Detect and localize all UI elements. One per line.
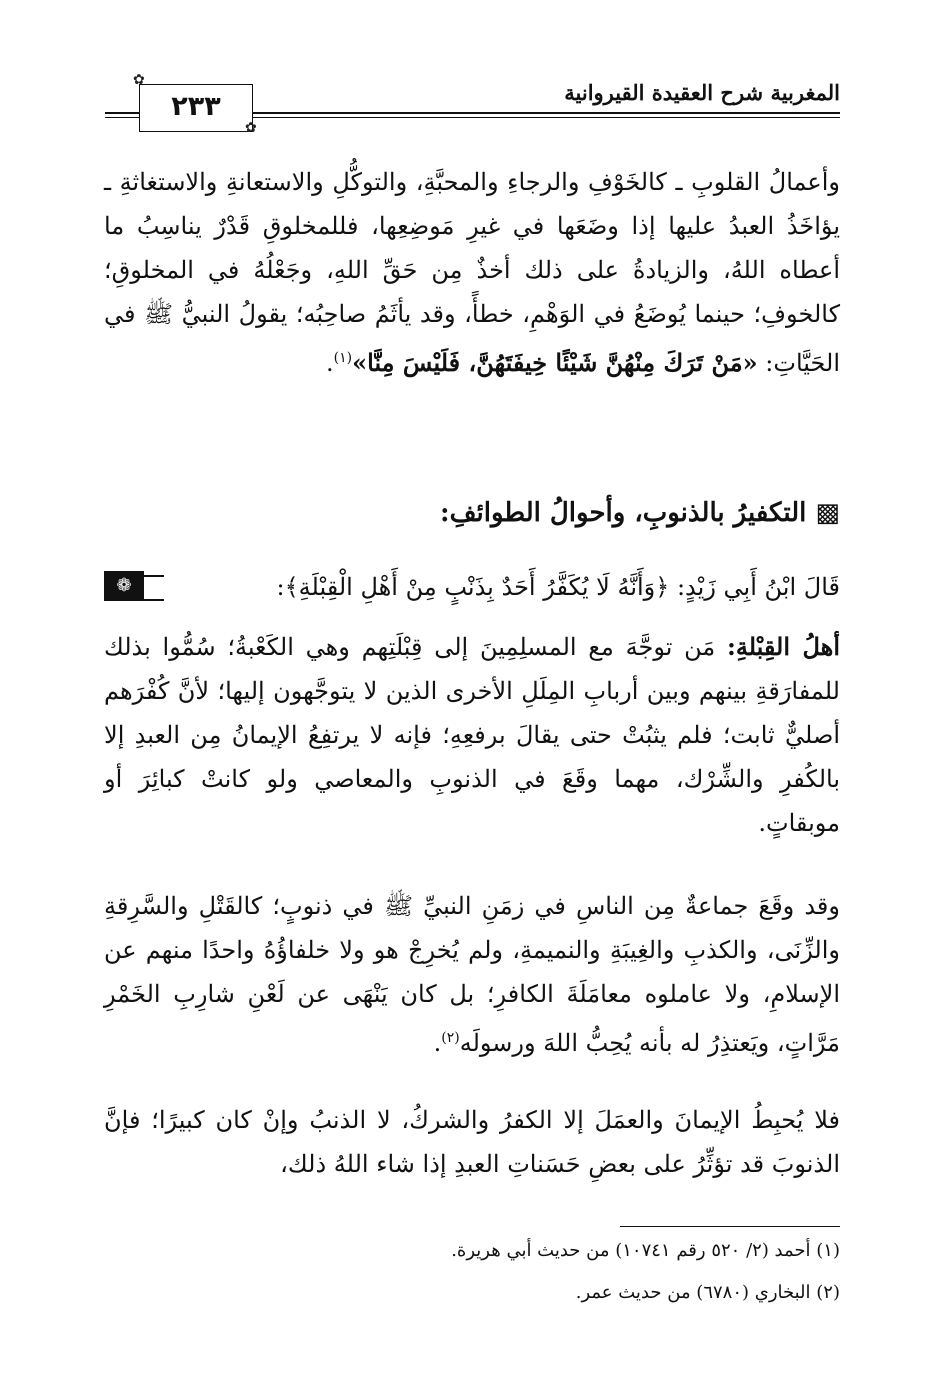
- page-number-frame: [139, 84, 253, 132]
- footnote-divider: [620, 1226, 840, 1227]
- matn-quote-bar: [104, 565, 840, 609]
- punctuation: .: [326, 349, 334, 377]
- footnote-2: (٢) البخاري (٦٧٨٠) من حديث عمر.: [575, 1282, 840, 1303]
- ornament-icon: ✿: [133, 72, 145, 88]
- paragraph-text: وقد وقَعَ جماعةٌ مِن الناسِ في زمَنِ النبيِّ ﷺ في ذنوبٍ؛ كالقَتْلِ والسَّرِقةِ والزِّنَى، والكذبِ والغِيبَةِ والنميمةِ، ولم يُخرِجْ هو ولا خلفاؤُهُ واحدًا منهم عن الإسلامِ، ولا عاملوه معامَلَةَ الكافرِ؛ بل كان يَنْهَى عن لَعْنِ شارِبِ الخَمْرِ مَرَّاتٍ، ويَعتذِرُ له بأنه يُحِبُّ اللهَ ورسولَه: [104, 892, 840, 1057]
- paragraph-nullifiers: [104, 1098, 840, 1186]
- heading-marker-icon: ▩: [806, 498, 840, 528]
- paragraph-text: وأعمالُ القلوبِ ـ كالخَوْفِ والرجاءِ والمحبَّةِ، والتوكُّلِ والاستعانةِ والاستغاثةِ ـ يؤاخَذُ العبدُ عليها إذا وضَعَها في غيرِ مَوضِعِها، فللمخلوقِ قَدْرٌ يناسِبُ ما أعطاه اللهُ، والزيادةُ على ذلك أخذٌ مِن حَقِّ اللهِ، وجَعْلُهُ في المخلوقِ؛ كالخوفِ؛ حينما يُوضَعُ في الوَهْمِ، خطأً، وقد يأثَمُ صاحِبُه؛ يقولُ النبيُّ ﷺ في الحَيَّاتِ:: [104, 168, 840, 377]
- quote-bar-rule: [144, 575, 164, 601]
- matn-quote-text: قَالَ ابْنُ أَبِي زَيْدٍ: ﴿وَأَنَّهُ لَا يُكَفَّرُ أَحَدٌ بِذَنْبٍ مِنْ أَهْلِ الْقِبْلَةِ﴾:: [276, 573, 840, 601]
- footnote-ref: (١): [333, 350, 353, 366]
- paragraph-companions-sins: [104, 884, 840, 1065]
- punctuation: .: [433, 1029, 442, 1057]
- paragraph-heart-actions: [104, 160, 840, 385]
- term-label: أهلُ القِبْلةِ:: [727, 632, 840, 661]
- paragraph-text: فلا يُحبِطُ الإيمانَ والعمَلَ إلا الكفرُ والشركُ، لا الذنبُ وإنْ كان كبيرًا؛ فإنَّ الذنوبَ قد تؤثِّرُ على بعضِ حَسَناتِ العبدِ إذا شاء اللهُ ذلك،: [104, 1106, 840, 1178]
- page-header: [105, 72, 840, 138]
- footnote-ref: (٢): [441, 1030, 460, 1046]
- section-heading-text: التكفيرُ بالذنوبِ، وأحوالُ الطوائفِ:: [439, 498, 807, 528]
- page-number: ٢٣٣: [171, 91, 221, 122]
- hadith-quote: «مَنْ تَرَكَ مِنْهُنَّ شَيْئًا خِيفَتَهُنَّ، فَلَيْسَ مِنَّا»: [352, 348, 758, 377]
- paragraph-qibla-people: [104, 625, 840, 845]
- paragraph-text: مَن توجَّهَ مع المسلِمِينَ إلى قِبْلَتِهم وهي الكَعْبةُ؛ سُمُّوا بذلك للمفارَقةِ بينهم وبين أربابِ المِلَلِ الأخرى الذين لا يتوجَّهون إليها؛ لأنَّ كُفْرَهم أصليٌّ ثابت؛ فلم يثبُتْ حتى يقالَ برفعِهِ؛ فإنه لا يرتفِعُ الإيمانُ مِن العبدِ إلا بالكُفرِ والشِّرْك، مهما وقَعَ في الذنوبِ والمعاصي ولو كانتْ كبائِرَ أو موبقاتٍ.: [104, 633, 840, 837]
- section-heading: [104, 498, 840, 528]
- flower-ornament-icon: ❁: [104, 571, 144, 601]
- footnote-1: (١) أحمد (٢/ ٥٢٠ رقم ١٠٧٤١) من حديث أبي هريرة.: [451, 1240, 840, 1261]
- book-title: المغربية شرح العقيدة القيروانية: [556, 80, 840, 105]
- ornament-icon: ✿: [245, 120, 257, 136]
